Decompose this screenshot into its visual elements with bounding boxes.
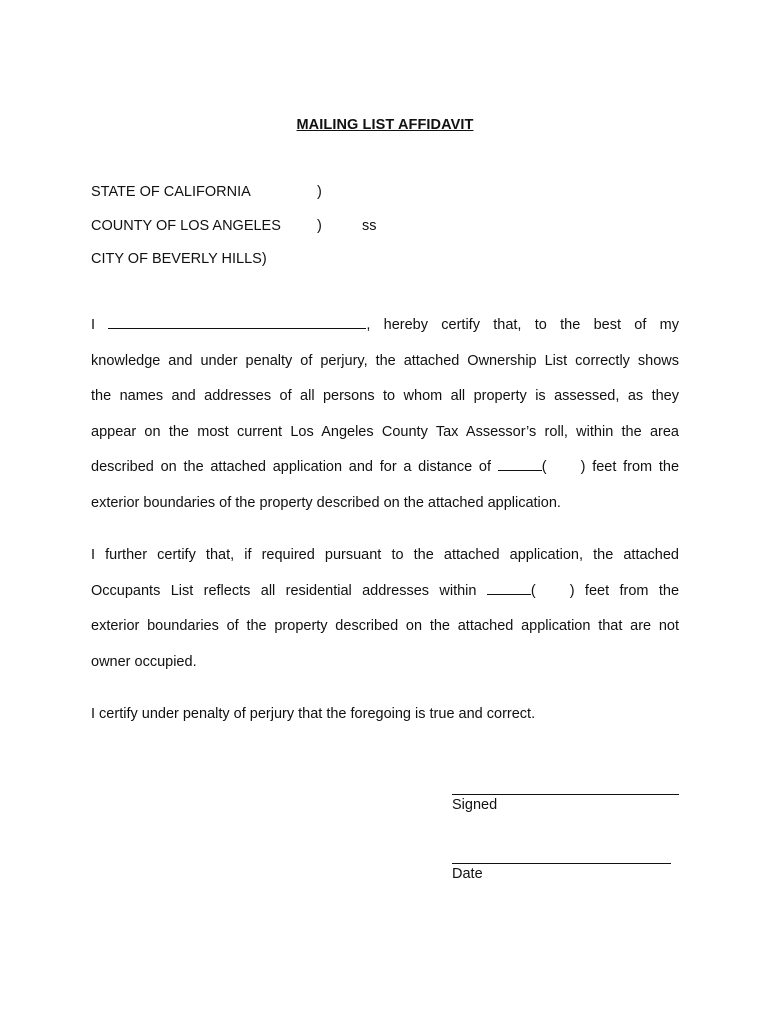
distance-blank[interactable]: [498, 458, 542, 471]
para1-line-5: described on the attached application and for a distance of ( ) feet from the: [91, 459, 680, 475]
occupants-paragraph: [91, 538, 679, 680]
venue-ss: ss: [362, 218, 377, 234]
venue-county: [91, 218, 377, 234]
venue-paren: ): [317, 218, 322, 234]
perjury-statement: [91, 697, 679, 733]
venue-paren: ): [261, 251, 267, 267]
para2-line-1: I further certify that, if required pursuant to the attached application, the attached: [91, 547, 679, 563]
para3-line-1: I certify under penalty of perjury that the foregoing is true and correct.: [91, 706, 536, 722]
para2-line-4: owner occupied.: [91, 653, 197, 670]
para2-line-2: Occupants List reflects all residential addresses within ( ) feet from the: [91, 582, 680, 599]
venue-city-label: CITY OF BEVERLY HILLS: [91, 251, 262, 267]
para1-line-4: appear on the most current Los Angeles County Tax Assessor’s roll, within the area: [91, 423, 679, 440]
venue-state: [91, 184, 322, 200]
venue-city: [91, 251, 267, 267]
name-blank[interactable]: [108, 316, 366, 329]
venue-state-label: STATE OF CALIFORNIA: [91, 184, 251, 200]
para1-line-6: exterior boundaries of the property described on the attached application.: [91, 494, 561, 511]
signature-line[interactable]: [452, 794, 679, 795]
para2-line-3: exterior boundaries of the property described on the attached application that are not: [91, 618, 679, 634]
date-line[interactable]: [452, 863, 671, 864]
certification-paragraph: [91, 308, 679, 521]
para1-line-1: I , hereby certify that, to the best of my: [91, 317, 679, 333]
venue-paren: ): [317, 184, 322, 200]
venue-county-label: COUNTY OF LOS ANGELES: [91, 218, 281, 234]
document-title: MAILING LIST AFFIDAVIT: [296, 117, 474, 133]
para1-line-2: knowledge and under penalty of perjury, the attached Ownership List correctly shows: [91, 352, 679, 369]
occupants-distance-blank[interactable]: [487, 582, 531, 595]
signed-label: Signed: [452, 797, 498, 813]
para1-line-3: the names and addresses of all persons to whom all property is assessed, as they: [91, 388, 679, 404]
date-label: Date: [452, 866, 483, 882]
